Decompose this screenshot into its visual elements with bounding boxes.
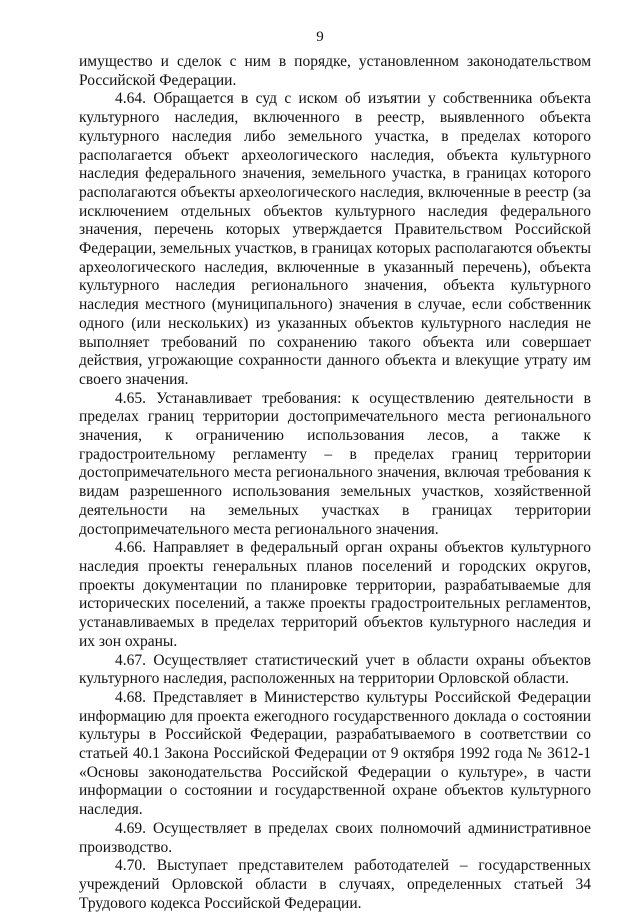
paragraph-4-65 (79, 390, 591, 540)
paragraph-text: имущество и сделок с ним в порядке, установленном законодательством Российской Федерации. (79, 53, 591, 89)
paragraph-number: 4.66. (115, 539, 146, 557)
paragraph-4-67 (79, 652, 591, 689)
paragraph-number: 4.68. (115, 688, 146, 706)
paragraph-4-68 (79, 689, 591, 820)
paragraph-number: 4.64. (115, 90, 146, 108)
paragraph-4-66 (79, 539, 591, 651)
paragraph-4-69 (79, 820, 591, 857)
paragraph-text: Обращается в суд с иском об изъятии у собственника объекта культурного наследия, включенного в реестр, выявленного объекта культурного наследия либо земельного участка, в пределах которого располагается объект археологического наследия, объекта культурного наследия федерального значения, земельного участка, в границах которого располагаются объекты археологического наследия, включенные в реестр (за исключением отдельных объектов культурного наследия федерального значения, перечень которых утверждается Правительством Российской Федерации, земельных участков, в границах которых располагаются объекты археологического наследия, включенные в указанный перечень), объекта культурного наследия регионального значения, объекта культурного наследия местного (муниципального) значения в случае, если собственник одного (или нескольких) из указанных объектов культурного наследия не выполняет требований по сохранению такого объекта или совершает действия, угрожающие сохранности данного объекта и влекущие утрату им своего значения. (79, 90, 591, 388)
paragraph-text: Представляет в Министерство культуры Российской Федерации информацию для проекта ежегодного государственного доклада о состоянии культуры в Российской Федерации, разрабатываемого в соответствии со статьей 40.1 Закона Российской Федерации от 9 октября 1992 года № 3612-1 «Основы законодательства Российской Федерации о культуре», в части информации о состоянии и государственной охране объектов культурного наследия. (79, 688, 591, 819)
paragraph-4-64 (79, 90, 591, 389)
paragraph-number: 4.65. (115, 389, 146, 407)
paragraph-number: 4.67. (115, 651, 146, 669)
paragraph-text: Выступает представителем работодателей – государственных учреждений Орловской области в случаях, определенных статьей 34 Трудового кодекса Российской Федерации. (79, 857, 592, 912)
paragraph-text: Осуществляет в пределах своих полномочий административное производство. (79, 819, 592, 856)
paragraph-text: Направляет в федеральный орган охраны объектов культурного наследия проекты генеральных планов поселений и городских округов, проекты документации по планировке территории, разрабатываемые для исторических поселений, а также проекты градостроительных регламентов, устанавливаемых в пределах территорий объектов культурного наследия и их зон охраны. (79, 539, 592, 650)
page-number: 9 (316, 29, 324, 45)
paragraph-continuation (79, 53, 591, 90)
paragraph-number: 4.69. (115, 819, 146, 837)
paragraph-text: Осуществляет статистический учет в области охраны объектов культурного наследия, расположенных на территории Орловской области. (79, 651, 591, 688)
paragraph-number: 4.70. (115, 857, 146, 875)
paragraph-text: Устанавливает требования: к осуществлению деятельности в пределах границ территории достопримечательного места регионального значения, к ограничению использования лесов, а также к градостроительному регламенту – в пределах границ территории достопримечательного места регионального значения, включая требования к видам разрешенного использования земельных участков, хозяйственной деятельности на земельных участках в границах территории достопримечательного места регионального значения. (79, 389, 592, 538)
document-body (79, 53, 591, 913)
